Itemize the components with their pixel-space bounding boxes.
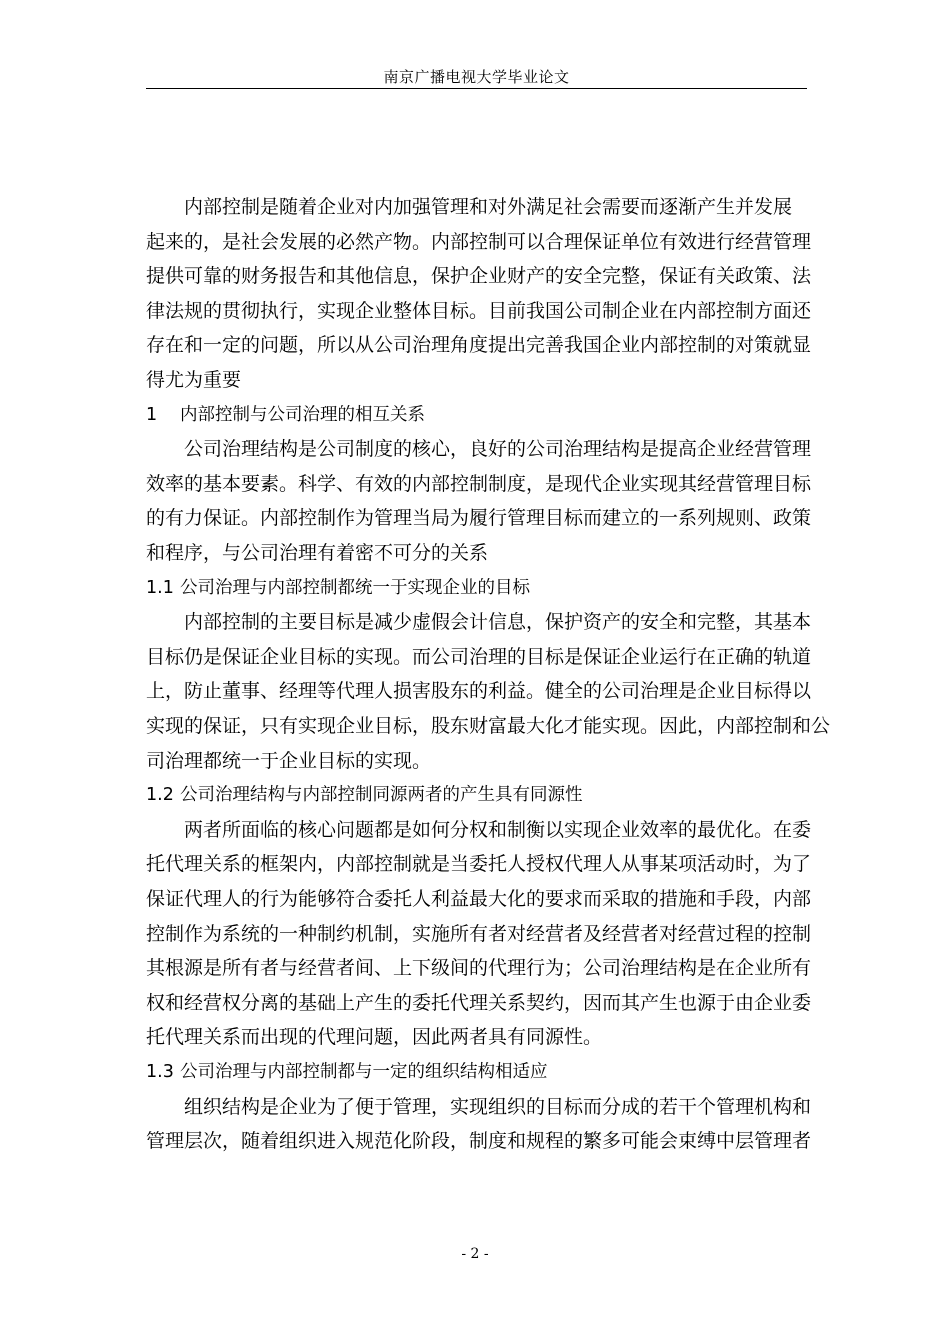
paragraph-line: 托代理关系而出现的代理问题，因此两者具有同源性。 bbox=[146, 1026, 603, 1049]
paragraph-line: 起来的，是社会发展的必然产物。内部控制可以合理保证单位有效进行经营管理 bbox=[146, 230, 812, 253]
paragraph-line: 司治理都统一于企业目标的实现。 bbox=[146, 749, 432, 772]
section-heading bbox=[146, 398, 425, 432]
paragraph-line: 的有力保证。内部控制作为管理当局为履行管理目标而建立的一系列规则、政策 bbox=[146, 507, 812, 530]
paragraph-line: 和程序，与公司治理有着密不可分的关系 bbox=[146, 542, 489, 564]
section-heading bbox=[146, 778, 583, 812]
page-number: - 2 - bbox=[461, 1246, 489, 1262]
section-heading bbox=[146, 571, 530, 605]
paragraph-line: 上，防止董事、经理等代理人损害股东的利益。健全的公司治理是企业目标得以 bbox=[146, 680, 812, 703]
paragraph-line: 其根源是所有者与经营者间、上下级间的代理行为；公司治理结构是在企业所有 bbox=[146, 957, 812, 980]
paragraph-line: 得尤为重要 bbox=[146, 369, 242, 391]
paragraph-line: 控制作为系统的一种制约机制，实施所有者对经营者及经营者对经营过程的控制 bbox=[146, 922, 812, 945]
paragraph-first-line: 两者所面临的核心问题都是如何分权和制衡以实现企业效率的最优化。在委 bbox=[184, 818, 812, 841]
paragraph-first-line: 组织结构是企业为了便于管理，实现组织的目标而分成的若干个管理机构和 bbox=[184, 1095, 812, 1118]
section-number: 1.1 bbox=[146, 577, 174, 598]
section-title: 公司治理与内部控制都与一定的组织结构相适应 bbox=[180, 1062, 548, 1082]
paragraph-first-line: 内部控制的主要目标是减少虚假会计信息，保护资产的安全和完整，其基本 bbox=[184, 611, 812, 634]
running-header: 南京广播电视大学毕业论文 bbox=[383, 68, 570, 86]
section-title: 公司治理与内部控制都统一于实现企业的目标 bbox=[180, 577, 530, 598]
section-number: 1.3 bbox=[146, 1062, 174, 1082]
paragraph-line: 托代理关系的框架内，内部控制就是当委托人授权代理人从事某项活动时，为了 bbox=[146, 853, 812, 876]
section-number: 1.2 bbox=[146, 785, 174, 806]
paragraph-line: 存在和一定的问题，所以从公司治理角度提出完善我国企业内部控制的对策就显 bbox=[146, 334, 812, 357]
paragraph-line: 提供可靠的财务报告和其他信息，保护企业财产的安全完整，保证有关政策、法 bbox=[146, 265, 812, 288]
header-divider bbox=[146, 88, 807, 89]
paragraph-first-line: 内部控制是随着企业对内加强管理和对外满足社会需要而逐渐产生并发展 bbox=[184, 196, 793, 218]
paragraph-line: 保证代理人的行为能够符合委托人利益最大化的要求而采取的措施和手段，内部 bbox=[146, 888, 812, 910]
section-title: 内部控制与公司治理的相互关系 bbox=[180, 404, 425, 425]
paragraph-line: 目标仍是保证企业目标的实现。而公司治理的目标是保证企业运行在正确的轨道 bbox=[146, 645, 812, 668]
section-title: 公司治理结构与内部控制同源两者的产生具有同源性 bbox=[180, 785, 583, 806]
paragraph-line: 实现的保证，只有实现企业目标，股东财富最大化才能实现。因此，内部控制和公 bbox=[146, 715, 831, 737]
paragraph-line: 律法规的贯彻执行，实现企业整体目标。目前我国公司制企业在内部控制方面还 bbox=[146, 299, 812, 322]
paragraph-line: 效率的基本要素。科学、有效的内部控制制度，是现代企业实现其经营管理目标 bbox=[146, 472, 812, 495]
section-heading bbox=[146, 1055, 548, 1089]
paragraph-line: 管理层次，随着组织进入规范化阶段，制度和规程的繁多可能会束缚中层管理者 bbox=[146, 1130, 812, 1153]
paragraph-first-line: 公司治理结构是公司制度的核心，良好的公司治理结构是提高企业经营管理 bbox=[184, 438, 812, 461]
paragraph-line: 权和经营权分离的基础上产生的委托代理关系契约，因而其产生也源于由企业委 bbox=[146, 991, 812, 1014]
section-number: 1 bbox=[146, 404, 158, 425]
